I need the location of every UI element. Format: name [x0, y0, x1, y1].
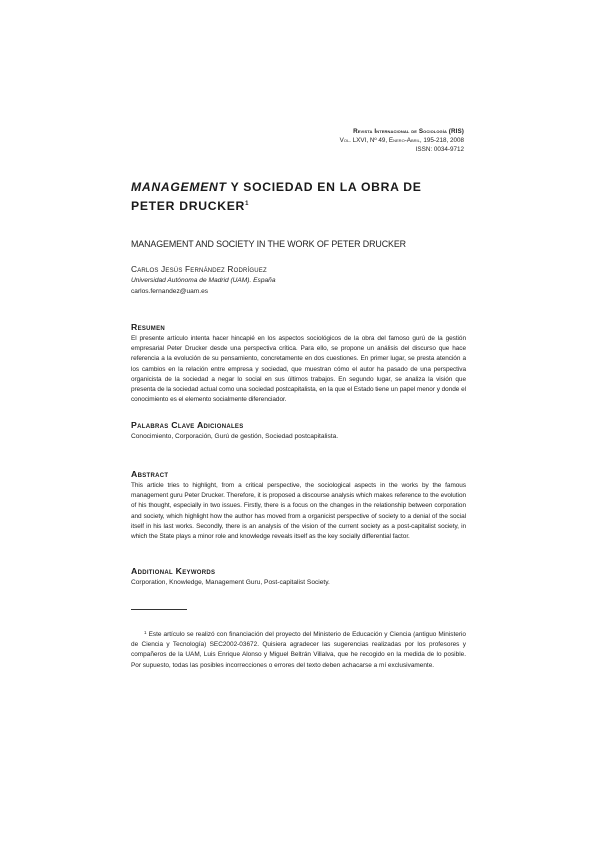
footnote-divider	[131, 609, 187, 610]
footnote	[131, 628, 466, 671]
journal-issn: ISSN: 0034-9712	[415, 145, 464, 153]
journal-name: Revista Internacional de Sociología (RIS)	[353, 128, 464, 135]
footnote-marker: 1	[144, 630, 147, 635]
resumen-heading: Resumen	[131, 322, 166, 332]
english-title: MANAGEMENT AND SOCIETY IN THE WORK OF PETER DRUCKER	[131, 239, 406, 249]
author-email: carlos.fernandez@uam.es	[131, 288, 209, 295]
resumen-text: El presente artículo intenta hacer hincapié en los aspectos sociológicos de la obra del famoso gurú de la gestión empresarial Peter Drucker desde una perspectiva crítica. Para ello, se propone un análisis del discurso que hace referencia a la evolución de su pensamiento, concretamente en dos cuestiones. En primer lugar, se presta atención a los cambios en la relación entre empresa y sociedad, que muestran cómo el autor ha pasado de una perspectiva organicista de la sociedad a negar lo social en sus últimos trabajos. En segundo lugar, se analiza la visión que presenta de la sociedad actual como una sociedad postcapitalista, en la que el Estado tiene un papel menor y donde el conocimiento es el elemento socialmente diferenciador.	[131, 335, 466, 404]
footnote-text: Este artículo se realizó con financiación del proyecto del Ministerio de Educación y Ciencia (antiguo Ministerio de Ciencia y Tecnología) SEC2002-03672. Quisiera agradecer las sugerencias realizadas por los profesores y compañeros de la UAM, Luis Enrique Alonso y Miguel Beltrán Villalva, que he recogido en la medida de lo posible. Por supuesto, todas las posibles incorrecciones o errores del texto deben achacarse a mí exclusivamente.	[131, 631, 466, 669]
abstract-text: This article tries to highlight, from a critical perspective, the sociological aspects in the works by the famous management guru Peter Drucker. Therefore, it is proposed a discourse analysis which makes reference to the evolution of his thought, especially in two issues. Firstly, there is a focus on the changes in the relationship between corporation and society, which highlight how the author has moved from a organicist perspective of society to a denial of the social itself in his last works. Secondly, there is an analysis of the vision of the current society as a post-capitalist society, in which the State plays a minor role and knowledge reveals itself as the key socially differential factor.	[131, 482, 466, 541]
keywords-text: Corporation, Knowledge, Management Guru, Post-capitalist Society.	[131, 579, 330, 586]
palabras-clave-heading: Palabras Clave Adicionales	[131, 420, 244, 430]
keywords-heading: Additional Keywords	[131, 566, 216, 576]
abstract-heading: Abstract	[131, 469, 169, 479]
author-affiliation: Universidad Autónoma de Madrid (UAM). España	[131, 277, 276, 284]
palabras-clave-text: Conocimiento, Corporación, Gurú de gestión, Sociedad postcapitalista.	[131, 433, 339, 440]
journal-header	[340, 128, 464, 154]
title-italic: MANAGEMENT	[131, 180, 227, 194]
title-rest: Y SOCIEDAD EN LA OBRA DE PETER DRUCKER	[131, 180, 422, 213]
article-title	[131, 179, 466, 215]
author-name: Carlos Jesús Fernández Rodríguez	[131, 264, 267, 274]
title-footnote-marker: 1	[245, 201, 249, 207]
journal-volume: Vol. LXVI, Nº 49, Enero-Abril, 195-218, 2008	[339, 136, 464, 144]
